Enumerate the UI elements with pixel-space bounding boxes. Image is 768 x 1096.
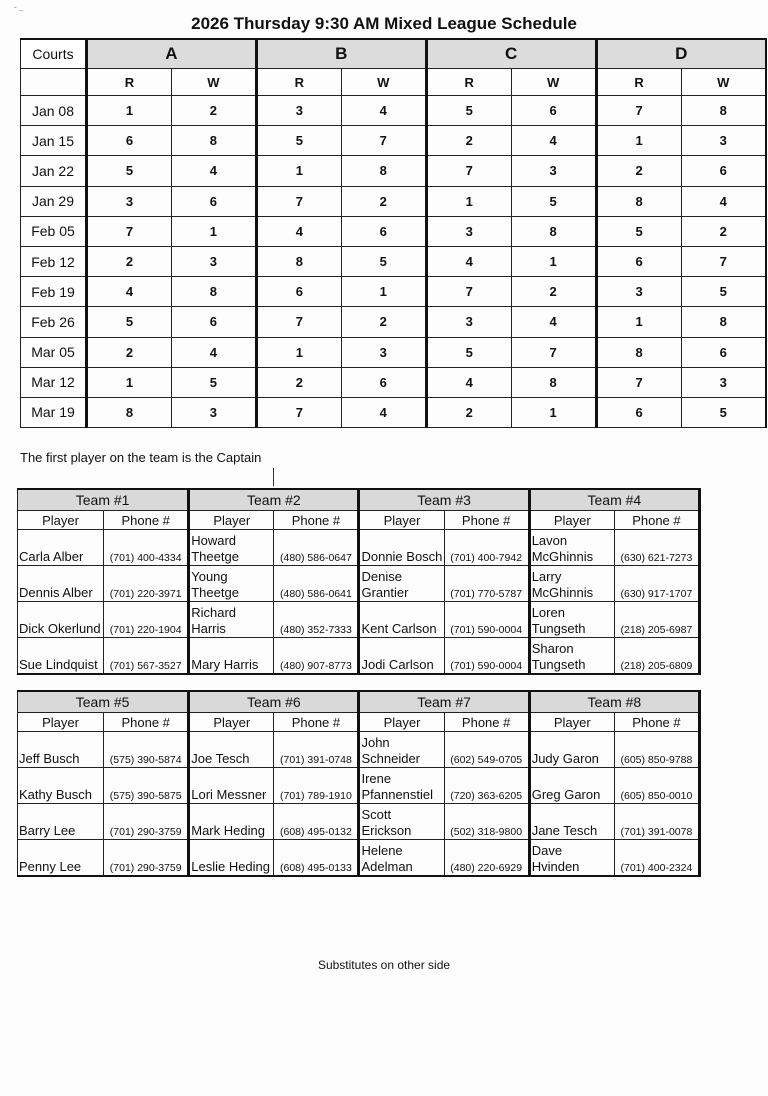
team-name: Team #2 — [189, 489, 359, 511]
schedule-cell: 2 — [341, 186, 426, 216]
phone-col-header: Phone # — [614, 511, 699, 530]
schedule-cell: 8 — [681, 96, 766, 126]
schedule-date: Jan 15 — [21, 126, 87, 156]
player-row — [18, 638, 700, 675]
player-name: Mark Heding — [189, 804, 274, 840]
schedule-cell: 7 — [87, 216, 172, 246]
schedule-cell: 7 — [256, 397, 341, 427]
schedule-cell: 7 — [256, 307, 341, 337]
captain-note: The first player on the team is the Captain — [20, 450, 262, 465]
sub-header-w: W — [681, 69, 766, 96]
player-row — [18, 768, 700, 804]
player-phone: (701) 789-1910 — [274, 768, 359, 804]
schedule-cell: 8 — [681, 307, 766, 337]
phone-col-header: Phone # — [274, 511, 359, 530]
player-name: Kathy Busch — [18, 768, 104, 804]
schedule-date: Feb 26 — [21, 307, 87, 337]
schedule-cell: 7 — [681, 246, 766, 276]
schedule-date: Jan 22 — [21, 156, 87, 186]
team-subheader-row — [18, 713, 700, 732]
schedule-cell: 6 — [681, 156, 766, 186]
sub-header-r: R — [596, 69, 681, 96]
schedule-cell: 6 — [681, 337, 766, 367]
player-row — [18, 732, 700, 768]
player-phone: (608) 495-0132 — [274, 804, 359, 840]
player-phone: (608) 495-0133 — [274, 840, 359, 877]
teams-table-2 — [17, 690, 701, 877]
player-col-header: Player — [529, 511, 614, 530]
schedule-row — [21, 96, 767, 126]
player-row — [18, 530, 700, 566]
team-name: Team #8 — [529, 691, 699, 713]
player-name: Dick Okerlund — [18, 602, 104, 638]
schedule-cell: 1 — [596, 126, 681, 156]
player-phone: (701) 290-3759 — [104, 804, 189, 840]
sub-header-r: R — [426, 69, 511, 96]
team-name: Team #1 — [18, 489, 189, 511]
player-col-header: Player — [18, 511, 104, 530]
page-title: 2026 Thursday 9:30 AM Mixed League Schedule — [191, 14, 577, 33]
schedule-date: Jan 29 — [21, 186, 87, 216]
court-header-row — [21, 39, 767, 69]
schedule-cell: 5 — [87, 156, 172, 186]
team-name: Team #5 — [18, 691, 189, 713]
schedule-date: Feb 05 — [21, 216, 87, 246]
schedule-cell: 6 — [87, 126, 172, 156]
player-name: Joe Tesch — [189, 732, 274, 768]
schedule-cell: 3 — [87, 186, 172, 216]
schedule-cell: 2 — [511, 277, 596, 307]
schedule-cell: 8 — [171, 277, 256, 307]
player-col-header: Player — [359, 713, 444, 732]
schedule-row — [21, 307, 767, 337]
player-name: Sharon Tungseth — [529, 638, 614, 675]
player-phone: (630) 917-1707 — [614, 566, 699, 602]
team-header-row — [18, 489, 700, 511]
player-phone: (701) 590-0004 — [444, 638, 529, 675]
player-phone: (701) 220-3971 — [104, 566, 189, 602]
schedule-date: Jan 08 — [21, 96, 87, 126]
sub-header-w: W — [341, 69, 426, 96]
schedule-cell: 3 — [681, 126, 766, 156]
player-col-header: Player — [189, 511, 274, 530]
schedule-cell: 4 — [511, 307, 596, 337]
player-row — [18, 804, 700, 840]
schedule-cell: 6 — [171, 307, 256, 337]
schedule-cell: 4 — [256, 216, 341, 246]
schedule-cell: 7 — [511, 337, 596, 367]
player-name: Scott Erickson — [359, 804, 444, 840]
player-phone: (701) 400-4334 — [104, 530, 189, 566]
team-subheader-row — [18, 511, 700, 530]
player-name: Sue Lindquist — [18, 638, 104, 675]
player-name: Dave Hvinden — [529, 840, 614, 877]
schedule-cell: 2 — [341, 307, 426, 337]
schedule-row — [21, 337, 767, 367]
schedule-cell: 2 — [171, 96, 256, 126]
player-name: Dennis Alber — [18, 566, 104, 602]
schedule-cell: 8 — [596, 186, 681, 216]
player-phone: (701) 590-0004 — [444, 602, 529, 638]
schedule-date: Mar 05 — [21, 337, 87, 367]
schedule-cell: 3 — [426, 216, 511, 246]
schedule-row — [21, 186, 767, 216]
schedule-cell: 7 — [596, 367, 681, 397]
player-name: Barry Lee — [18, 804, 104, 840]
player-name: Lori Messner — [189, 768, 274, 804]
schedule-cell: 4 — [681, 186, 766, 216]
schedule-cell: 5 — [681, 277, 766, 307]
player-row — [18, 602, 700, 638]
player-phone: (720) 363-6205 — [444, 768, 529, 804]
schedule-cell: 4 — [171, 156, 256, 186]
sub-header-r: R — [256, 69, 341, 96]
schedule-cell: 1 — [511, 246, 596, 276]
schedule-cell: 3 — [171, 397, 256, 427]
player-col-header: Player — [359, 511, 444, 530]
schedule-date: Feb 12 — [21, 246, 87, 276]
schedule-date: Mar 12 — [21, 367, 87, 397]
schedule-cell: 3 — [511, 156, 596, 186]
schedule-cell: 1 — [596, 307, 681, 337]
schedule-row — [21, 126, 767, 156]
blank-cell — [21, 69, 87, 96]
player-phone: (480) 586-0641 — [274, 566, 359, 602]
scan-mark: ˘ ‒ — [14, 6, 24, 15]
team-name: Team #3 — [359, 489, 529, 511]
schedule-cell: 4 — [426, 367, 511, 397]
schedule-cell: 4 — [171, 337, 256, 367]
schedule-cell: 7 — [341, 126, 426, 156]
schedule-cell: 6 — [511, 96, 596, 126]
schedule-cell: 8 — [171, 126, 256, 156]
schedule-cell: 3 — [596, 277, 681, 307]
schedule-cell: 1 — [256, 156, 341, 186]
phone-col-header: Phone # — [444, 713, 529, 732]
schedule-cell: 5 — [171, 367, 256, 397]
schedule-cell: 6 — [256, 277, 341, 307]
schedule-cell: 1 — [511, 397, 596, 427]
schedule-cell: 8 — [256, 246, 341, 276]
team-header-row — [18, 691, 700, 713]
phone-col-header: Phone # — [614, 713, 699, 732]
team-name: Team #7 — [359, 691, 529, 713]
schedule-cell: 7 — [426, 277, 511, 307]
pen-mark — [273, 468, 274, 486]
player-phone: (701) 400-7942 — [444, 530, 529, 566]
courts-label: Courts — [21, 39, 87, 69]
schedule-cell: 3 — [256, 96, 341, 126]
schedule-cell: 8 — [596, 337, 681, 367]
schedule-cell: 5 — [341, 246, 426, 276]
sub-header-row — [21, 69, 767, 96]
team-name: Team #6 — [189, 691, 359, 713]
player-phone: (701) 391-0748 — [274, 732, 359, 768]
sub-header-r: R — [87, 69, 172, 96]
schedule-cell: 5 — [256, 126, 341, 156]
schedule-cell: 3 — [681, 367, 766, 397]
player-phone: (602) 549-0705 — [444, 732, 529, 768]
player-name: Denise Grantier — [359, 566, 444, 602]
player-col-header: Player — [529, 713, 614, 732]
schedule-cell: 8 — [511, 367, 596, 397]
substitutes-note: Substitutes on other side — [317, 958, 451, 972]
player-name: Penny Lee — [18, 840, 104, 877]
player-phone: (630) 621-7273 — [614, 530, 699, 566]
court-b-header: B — [256, 39, 426, 69]
schedule-cell: 5 — [596, 216, 681, 246]
player-name: Helene Adelman — [359, 840, 444, 877]
teams-table-1 — [17, 488, 701, 675]
phone-col-header: Phone # — [104, 511, 189, 530]
player-col-header: Player — [18, 713, 104, 732]
player-name: Irene Pfannenstiel — [359, 768, 444, 804]
schedule-row — [21, 397, 767, 427]
schedule-cell: 4 — [341, 96, 426, 126]
schedule-date: Feb 19 — [21, 277, 87, 307]
player-phone: (480) 907-8773 — [274, 638, 359, 675]
player-name: Greg Garon — [529, 768, 614, 804]
phone-col-header: Phone # — [104, 713, 189, 732]
schedule-row — [21, 246, 767, 276]
court-d-header: D — [596, 39, 766, 69]
player-phone: (605) 850-0010 — [614, 768, 699, 804]
schedule-cell: 2 — [426, 397, 511, 427]
player-name: Mary Harris — [189, 638, 274, 675]
player-phone: (218) 205-6987 — [614, 602, 699, 638]
schedule-cell: 3 — [171, 246, 256, 276]
player-phone: (701) 770-5787 — [444, 566, 529, 602]
schedule-row — [21, 367, 767, 397]
schedule-cell: 5 — [681, 397, 766, 427]
schedule-cell: 3 — [341, 337, 426, 367]
player-col-header: Player — [189, 713, 274, 732]
schedule-cell: 1 — [171, 216, 256, 246]
schedule-row — [21, 156, 767, 186]
schedule-cell: 8 — [511, 216, 596, 246]
player-name: Larry McGhinnis — [529, 566, 614, 602]
schedule-cell: 2 — [87, 246, 172, 276]
player-name: John Schneider — [359, 732, 444, 768]
schedule-cell: 5 — [426, 96, 511, 126]
schedule-cell: 6 — [596, 246, 681, 276]
court-a-header: A — [87, 39, 257, 69]
schedule-cell: 2 — [256, 367, 341, 397]
schedule-table — [20, 38, 767, 428]
schedule-date: Mar 19 — [21, 397, 87, 427]
schedule-cell: 4 — [511, 126, 596, 156]
player-phone: (575) 390-5874 — [104, 732, 189, 768]
player-name: Carla Alber — [18, 530, 104, 566]
schedule-cell: 4 — [426, 246, 511, 276]
player-row — [18, 840, 700, 877]
schedule-cell: 8 — [87, 397, 172, 427]
schedule-cell: 1 — [87, 367, 172, 397]
player-name: Leslie Heding — [189, 840, 274, 877]
team-name: Team #4 — [529, 489, 699, 511]
player-name: Lavon McGhinnis — [529, 530, 614, 566]
player-phone: (575) 390-5875 — [104, 768, 189, 804]
schedule-cell: 7 — [596, 96, 681, 126]
phone-col-header: Phone # — [444, 511, 529, 530]
schedule-cell: 4 — [87, 277, 172, 307]
schedule-cell: 7 — [426, 156, 511, 186]
schedule-cell: 2 — [596, 156, 681, 186]
player-phone: (480) 352-7333 — [274, 602, 359, 638]
schedule-cell: 6 — [341, 367, 426, 397]
player-name: Howard Theetge — [189, 530, 274, 566]
player-phone: (502) 318-9800 — [444, 804, 529, 840]
player-name: Richard Harris — [189, 602, 274, 638]
schedule-cell: 1 — [256, 337, 341, 367]
schedule-cell: 5 — [87, 307, 172, 337]
player-row — [18, 566, 700, 602]
schedule-cell: 2 — [87, 337, 172, 367]
phone-col-header: Phone # — [274, 713, 359, 732]
schedule-cell: 1 — [87, 96, 172, 126]
player-phone: (480) 220-6929 — [444, 840, 529, 877]
schedule-cell: 2 — [681, 216, 766, 246]
player-name: Jeff Busch — [18, 732, 104, 768]
player-name: Judy Garon — [529, 732, 614, 768]
player-phone: (218) 205-6809 — [614, 638, 699, 675]
player-name: Donnie Bosch — [359, 530, 444, 566]
schedule-cell: 7 — [256, 186, 341, 216]
schedule-cell: 8 — [341, 156, 426, 186]
player-phone: (480) 586-0647 — [274, 530, 359, 566]
schedule-cell: 3 — [426, 307, 511, 337]
schedule-cell: 6 — [341, 216, 426, 246]
court-c-header: C — [426, 39, 596, 69]
schedule-row — [21, 277, 767, 307]
sub-header-w: W — [171, 69, 256, 96]
player-name: Kent Carlson — [359, 602, 444, 638]
schedule-cell: 1 — [341, 277, 426, 307]
player-phone: (605) 850-9788 — [614, 732, 699, 768]
sub-header-w: W — [511, 69, 596, 96]
schedule-cell: 1 — [426, 186, 511, 216]
schedule-cell: 4 — [341, 397, 426, 427]
player-phone: (701) 220-1904 — [104, 602, 189, 638]
schedule-cell: 5 — [511, 186, 596, 216]
player-name: Loren Tungseth — [529, 602, 614, 638]
schedule-cell: 2 — [426, 126, 511, 156]
player-name: Young Theetge — [189, 566, 274, 602]
player-phone: (701) 400-2324 — [614, 840, 699, 877]
schedule-cell: 6 — [596, 397, 681, 427]
player-name: Jane Tesch — [529, 804, 614, 840]
player-phone: (701) 567-3527 — [104, 638, 189, 675]
player-name: Jodi Carlson — [359, 638, 444, 675]
schedule-cell: 5 — [426, 337, 511, 367]
player-phone: (701) 290-3759 — [104, 840, 189, 877]
player-phone: (701) 391-0078 — [614, 804, 699, 840]
schedule-row — [21, 216, 767, 246]
schedule-cell: 6 — [171, 186, 256, 216]
